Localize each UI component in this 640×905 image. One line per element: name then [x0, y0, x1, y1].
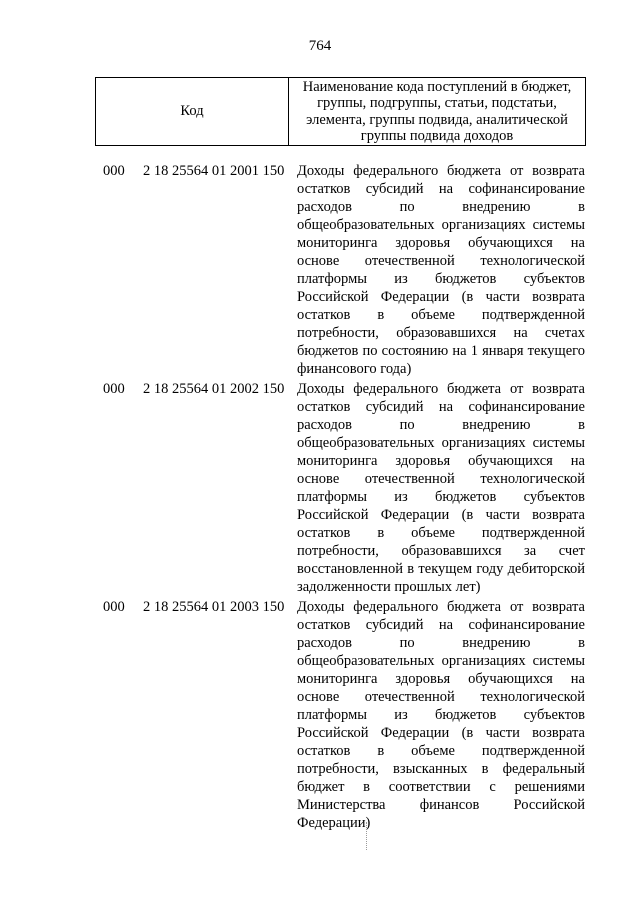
entry-revenue-code: 2 18 25564 01 2003 150 — [143, 599, 285, 615]
entry-description: Доходы федерального бюджета от возврата остатков субсидий на софинансирование расходов по внедрению в общеобразовательных организациях системы мониторинга здоровья обучающихся на основе отечественной технологической платформы из бюджетов субъектов Российской Федерации (в части возврата остатков в объеме подтвержденной потребности, образовавшихся на счетах бюджетов по состоянию на 1 января текущего финансового года) — [297, 163, 585, 377]
revenue-code-entry — [0, 380, 640, 596]
header-name-label: Наименование кода поступлений в бюджет, группы, подгруппы, статьи, подстатьи, элемента, группы подвида, аналитической группы подвида доходов — [302, 78, 572, 144]
header-code-label: Код — [180, 103, 204, 120]
header-name-cell — [289, 78, 586, 146]
revenue-code-list — [0, 162, 640, 832]
revenue-code-entry — [0, 162, 640, 378]
revenue-code-entry — [0, 598, 640, 832]
scan-artifact-mark — [366, 822, 368, 850]
column-header-row — [96, 78, 586, 146]
entry-admin-code: 000 — [103, 599, 125, 615]
entry-description: Доходы федерального бюджета от возврата остатков субсидий на софинансирование расходов по внедрению в общеобразовательных организациях системы мониторинга здоровья обучающихся на основе отечественной технологической платформы из бюджетов субъектов Российской Федерации (в части возврата остатков в объеме подтвержденной потребности, взысканных в федеральный бюджет в соответствии с решениями Министерства финансов Российской Федерации) — [297, 599, 585, 831]
page-number: 764 — [308, 38, 332, 54]
column-header-table — [95, 77, 586, 146]
entry-admin-code: 000 — [103, 163, 125, 179]
entry-description: Доходы федерального бюджета от возврата остатков субсидий на софинансирование расходов по внедрению в общеобразовательных организациях системы мониторинга здоровья обучающихся на основе отечественной технологической платформы из бюджетов субъектов Российской Федерации (в части возврата остатков в объеме подтвержденной потребности, образовавшихся за счет восстановленной в текущем году дебиторской задолженности прошлых лет) — [297, 381, 585, 595]
entry-revenue-code: 2 18 25564 01 2001 150 — [143, 163, 285, 179]
entry-revenue-code: 2 18 25564 01 2002 150 — [143, 381, 285, 397]
entry-admin-code: 000 — [103, 381, 125, 397]
header-code-cell — [96, 78, 289, 146]
